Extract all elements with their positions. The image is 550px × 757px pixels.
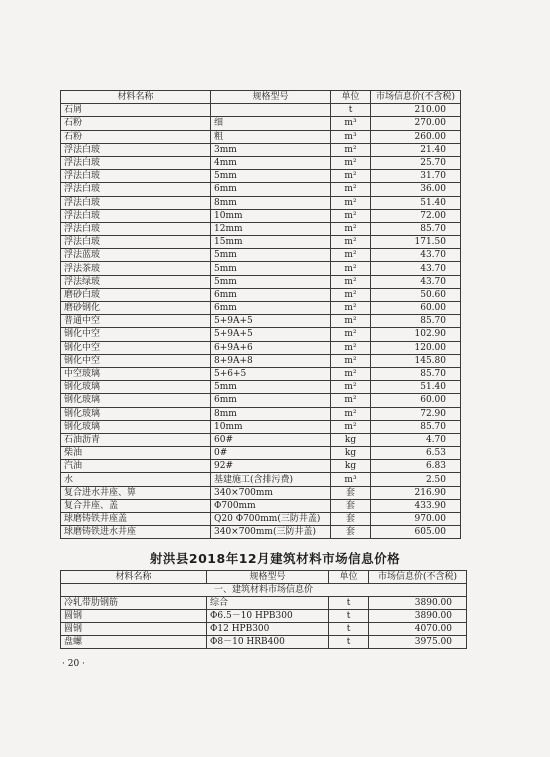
cell-material-name: 水 bbox=[61, 473, 211, 486]
cell-price: 605.00 bbox=[371, 526, 461, 539]
cell-price: 60.00 bbox=[371, 302, 461, 315]
cell-material-name: 钢化玻璃 bbox=[61, 381, 211, 394]
table-row bbox=[61, 209, 461, 222]
cell-spec: Q20 Φ700mm(三防井盖) bbox=[211, 513, 331, 526]
table-row bbox=[61, 249, 461, 262]
table-row bbox=[61, 275, 461, 288]
cell-price: 433.90 bbox=[371, 499, 461, 512]
cell-price: 43.70 bbox=[371, 275, 461, 288]
cell-unit: t bbox=[329, 636, 369, 649]
cell-material-name: 浮法白玻 bbox=[61, 236, 211, 249]
cell-price: 50.60 bbox=[371, 288, 461, 301]
cell-spec: 60# bbox=[211, 433, 331, 446]
header-unit: 单位 bbox=[329, 571, 369, 584]
header-material-name: 材料名称 bbox=[61, 91, 211, 104]
table-row bbox=[61, 328, 461, 341]
cell-material-name: 柴油 bbox=[61, 447, 211, 460]
cell-material-name: 圆钢 bbox=[61, 610, 207, 623]
section-label: 一、建筑材料市场信息价 bbox=[61, 584, 467, 597]
table-row bbox=[61, 130, 461, 143]
table-row bbox=[61, 183, 461, 196]
price-table-2 bbox=[60, 570, 467, 649]
cell-price: 6.53 bbox=[371, 447, 461, 460]
cell-material-name: 浮法白玻 bbox=[61, 222, 211, 235]
cell-material-name: 磨砂钢化 bbox=[61, 302, 211, 315]
cell-unit: m² bbox=[331, 381, 371, 394]
cell-price: 6.83 bbox=[371, 460, 461, 473]
cell-spec: 5mm bbox=[211, 170, 331, 183]
cell-unit: m² bbox=[331, 262, 371, 275]
table-row bbox=[61, 222, 461, 235]
cell-spec: 细 bbox=[211, 117, 331, 130]
cell-unit: m² bbox=[331, 183, 371, 196]
cell-price: 72.00 bbox=[371, 209, 461, 222]
cell-unit: m² bbox=[331, 170, 371, 183]
cell-price: 3975.00 bbox=[369, 636, 467, 649]
cell-unit: m² bbox=[331, 367, 371, 380]
cell-spec: 5mm bbox=[211, 275, 331, 288]
cell-spec: 5+9A+5 bbox=[211, 328, 331, 341]
cell-unit: m³ bbox=[331, 117, 371, 130]
cell-material-name: 浮法白玻 bbox=[61, 196, 211, 209]
page-number: · 20 · bbox=[62, 659, 85, 669]
table-row bbox=[61, 597, 467, 610]
cell-spec: Φ8－10 HRB400 bbox=[207, 636, 329, 649]
cell-spec: 6mm bbox=[211, 288, 331, 301]
cell-material-name: 石粉 bbox=[61, 117, 211, 130]
cell-material-name: 球磨铸铁井座盖 bbox=[61, 513, 211, 526]
cell-price: 85.70 bbox=[371, 420, 461, 433]
cell-spec: 8mm bbox=[211, 196, 331, 209]
cell-spec: 10mm bbox=[211, 209, 331, 222]
cell-material-name: 浮法白玻 bbox=[61, 156, 211, 169]
cell-spec: Φ700mm bbox=[211, 499, 331, 512]
table-row bbox=[61, 447, 461, 460]
cell-price: 60.00 bbox=[371, 394, 461, 407]
cell-price: 31.70 bbox=[371, 170, 461, 183]
cell-spec: 6mm bbox=[211, 394, 331, 407]
cell-material-name: 浮法白玻 bbox=[61, 170, 211, 183]
cell-price: 171.50 bbox=[371, 236, 461, 249]
cell-spec: 基建施工(含排污费) bbox=[211, 473, 331, 486]
cell-unit: t bbox=[331, 104, 371, 117]
cell-price: 85.70 bbox=[371, 222, 461, 235]
cell-material-name: 石油沥青 bbox=[61, 433, 211, 446]
cell-price: 72.90 bbox=[371, 407, 461, 420]
cell-unit: m² bbox=[331, 143, 371, 156]
cell-material-name: 钢化玻璃 bbox=[61, 407, 211, 420]
header-spec: 规格型号 bbox=[211, 91, 331, 104]
table-row bbox=[61, 394, 461, 407]
table-row bbox=[61, 460, 461, 473]
price-table-1 bbox=[60, 90, 461, 539]
table-row bbox=[61, 354, 461, 367]
cell-unit: kg bbox=[331, 460, 371, 473]
cell-spec: 8mm bbox=[211, 407, 331, 420]
table-header-row bbox=[61, 571, 467, 584]
cell-price: 270.00 bbox=[371, 117, 461, 130]
table-row bbox=[61, 610, 467, 623]
cell-unit: m² bbox=[331, 407, 371, 420]
cell-spec: 12mm bbox=[211, 222, 331, 235]
table-row bbox=[61, 486, 461, 499]
cell-unit: m² bbox=[331, 315, 371, 328]
cell-price: 43.70 bbox=[371, 249, 461, 262]
cell-spec: 3mm bbox=[211, 143, 331, 156]
cell-spec: 5+6+5 bbox=[211, 367, 331, 380]
cell-unit: m³ bbox=[331, 473, 371, 486]
table-row bbox=[61, 513, 461, 526]
cell-unit: t bbox=[329, 610, 369, 623]
cell-price: 3890.00 bbox=[369, 610, 467, 623]
cell-material-name: 浮法白玻 bbox=[61, 209, 211, 222]
cell-material-name: 石屑 bbox=[61, 104, 211, 117]
cell-unit: m² bbox=[331, 209, 371, 222]
cell-price: 51.40 bbox=[371, 381, 461, 394]
table-row bbox=[61, 302, 461, 315]
cell-price: 43.70 bbox=[371, 262, 461, 275]
cell-material-name: 冷轧带肋钢筋 bbox=[61, 597, 207, 610]
table-row bbox=[61, 367, 461, 380]
table-row bbox=[61, 170, 461, 183]
cell-material-name: 复合进水井座、箅 bbox=[61, 486, 211, 499]
section-title: 射洪县2018年12月建筑材料市场信息价格 bbox=[149, 551, 401, 566]
cell-unit: m² bbox=[331, 249, 371, 262]
cell-price: 3890.00 bbox=[369, 597, 467, 610]
cell-unit: t bbox=[329, 597, 369, 610]
cell-price: 36.00 bbox=[371, 183, 461, 196]
header-price: 市场信息价(不含税) bbox=[371, 91, 461, 104]
cell-spec: Φ6.5－10 HPB300 bbox=[207, 610, 329, 623]
table-row bbox=[61, 143, 461, 156]
cell-unit: m² bbox=[331, 275, 371, 288]
cell-spec: 6mm bbox=[211, 302, 331, 315]
cell-unit: 套 bbox=[331, 486, 371, 499]
cell-price: 145.80 bbox=[371, 354, 461, 367]
cell-material-name: 浮法绿玻 bbox=[61, 275, 211, 288]
cell-price: 120.00 bbox=[371, 341, 461, 354]
cell-unit: kg bbox=[331, 433, 371, 446]
header-price: 市场信息价(不含税) bbox=[369, 571, 467, 584]
header-material-name: 材料名称 bbox=[61, 571, 207, 584]
cell-material-name: 普通中空 bbox=[61, 315, 211, 328]
cell-unit: m² bbox=[331, 196, 371, 209]
table-row bbox=[61, 288, 461, 301]
cell-spec: 15mm bbox=[211, 236, 331, 249]
cell-unit: m² bbox=[331, 302, 371, 315]
header-unit: 单位 bbox=[331, 91, 371, 104]
table-row bbox=[61, 433, 461, 446]
cell-material-name: 盘螺 bbox=[61, 636, 207, 649]
table-row bbox=[61, 341, 461, 354]
cell-price: 4070.00 bbox=[369, 623, 467, 636]
cell-unit: t bbox=[329, 623, 369, 636]
cell-material-name: 磨砂白玻 bbox=[61, 288, 211, 301]
cell-price: 21.40 bbox=[371, 143, 461, 156]
cell-material-name: 钢化中空 bbox=[61, 328, 211, 341]
table-row bbox=[61, 473, 461, 486]
section-row bbox=[61, 584, 467, 597]
cell-spec: 5+9A+5 bbox=[211, 315, 331, 328]
table-row bbox=[61, 499, 461, 512]
cell-unit: m² bbox=[331, 394, 371, 407]
cell-spec: 340×700mm bbox=[211, 486, 331, 499]
cell-material-name: 浮法蓝玻 bbox=[61, 249, 211, 262]
table-row bbox=[61, 623, 467, 636]
cell-material-name: 钢化中空 bbox=[61, 341, 211, 354]
cell-material-name: 复合井座、盖 bbox=[61, 499, 211, 512]
table-row bbox=[61, 196, 461, 209]
cell-spec: 5mm bbox=[211, 249, 331, 262]
cell-spec: Φ12 HPB300 bbox=[207, 623, 329, 636]
cell-spec: 5mm bbox=[211, 262, 331, 275]
table-row bbox=[61, 104, 461, 117]
table-row bbox=[61, 236, 461, 249]
cell-material-name: 中空玻璃 bbox=[61, 367, 211, 380]
cell-unit: m² bbox=[331, 236, 371, 249]
cell-unit: m² bbox=[331, 222, 371, 235]
cell-spec: 340×700mm(三防井盖) bbox=[211, 526, 331, 539]
cell-unit: 套 bbox=[331, 526, 371, 539]
table-row bbox=[61, 315, 461, 328]
table-row bbox=[61, 262, 461, 275]
cell-unit: kg bbox=[331, 447, 371, 460]
cell-unit: m² bbox=[331, 341, 371, 354]
cell-price: 85.70 bbox=[371, 367, 461, 380]
table-row bbox=[61, 420, 461, 433]
cell-spec: 6+9A+6 bbox=[211, 341, 331, 354]
cell-material-name: 钢化玻璃 bbox=[61, 394, 211, 407]
cell-price: 25.70 bbox=[371, 156, 461, 169]
cell-spec: 粗 bbox=[211, 130, 331, 143]
cell-unit: 套 bbox=[331, 513, 371, 526]
cell-spec: 4mm bbox=[211, 156, 331, 169]
cell-material-name: 球磨铸铁进水井座 bbox=[61, 526, 211, 539]
cell-spec: 92# bbox=[211, 460, 331, 473]
cell-price: 102.90 bbox=[371, 328, 461, 341]
cell-price: 51.40 bbox=[371, 196, 461, 209]
cell-unit: m² bbox=[331, 420, 371, 433]
cell-spec: 0# bbox=[211, 447, 331, 460]
cell-price: 216.90 bbox=[371, 486, 461, 499]
table-row bbox=[61, 117, 461, 130]
table-row bbox=[61, 381, 461, 394]
table-row bbox=[61, 156, 461, 169]
cell-unit: m³ bbox=[331, 130, 371, 143]
cell-material-name: 浮法白玻 bbox=[61, 183, 211, 196]
cell-unit: m² bbox=[331, 328, 371, 341]
cell-spec: 6mm bbox=[211, 183, 331, 196]
cell-price: 970.00 bbox=[371, 513, 461, 526]
cell-unit: m² bbox=[331, 288, 371, 301]
cell-price: 4.70 bbox=[371, 433, 461, 446]
cell-spec: 综合 bbox=[207, 597, 329, 610]
cell-unit: m² bbox=[331, 354, 371, 367]
cell-price: 260.00 bbox=[371, 130, 461, 143]
cell-spec: 10mm bbox=[211, 420, 331, 433]
cell-spec bbox=[211, 104, 331, 117]
cell-material-name: 钢化玻璃 bbox=[61, 420, 211, 433]
header-spec: 规格型号 bbox=[207, 571, 329, 584]
cell-material-name: 浮法白玻 bbox=[61, 143, 211, 156]
cell-price: 85.70 bbox=[371, 315, 461, 328]
table-row bbox=[61, 636, 467, 649]
cell-unit: m² bbox=[331, 156, 371, 169]
table-row bbox=[61, 526, 461, 539]
cell-unit: 套 bbox=[331, 499, 371, 512]
cell-material-name: 石粉 bbox=[61, 130, 211, 143]
cell-spec: 8+9A+8 bbox=[211, 354, 331, 367]
cell-material-name: 圆钢 bbox=[61, 623, 207, 636]
cell-material-name: 汽油 bbox=[61, 460, 211, 473]
cell-material-name: 浮法茶玻 bbox=[61, 262, 211, 275]
table-row bbox=[61, 407, 461, 420]
cell-price: 210.00 bbox=[371, 104, 461, 117]
cell-material-name: 钢化中空 bbox=[61, 354, 211, 367]
table-header-row bbox=[61, 91, 461, 104]
cell-price: 2.50 bbox=[371, 473, 461, 486]
cell-spec: 5mm bbox=[211, 381, 331, 394]
